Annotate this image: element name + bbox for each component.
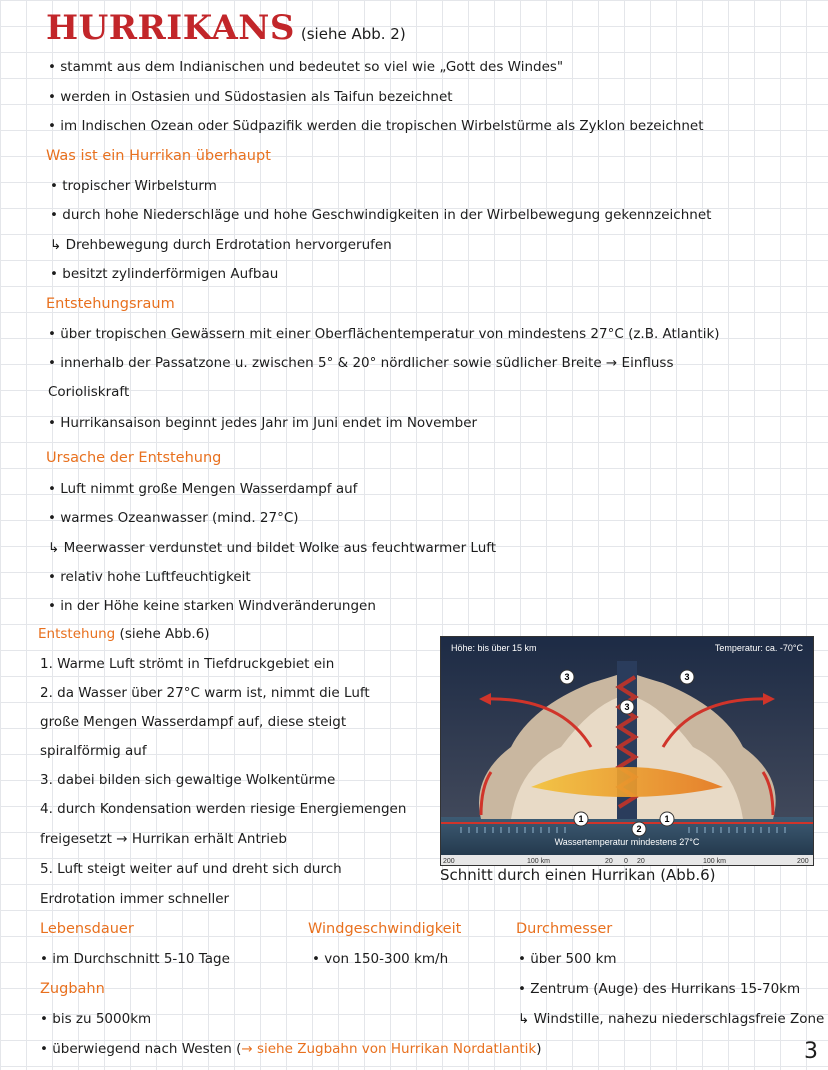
- was-ist-line: ↳ Drehbewegung durch Erdrotation hervorgerufen: [50, 237, 392, 253]
- raum-line: • über tropischen Gewässern mit einer Oberflächentemperatur von mindestens 27°C (z.B. Atlantik): [48, 326, 720, 342]
- entstehung-step: 1. Warme Luft strömt in Tiefdruckgebiet ein: [40, 656, 335, 672]
- scale-label: 20: [605, 858, 613, 865]
- zugbahn-last-suffix: ): [536, 1041, 542, 1057]
- title-ref: (siehe Abb. 2): [300, 25, 406, 43]
- raum-line: • innerhalb der Passatzone u. zwischen 5° & 20° nördlicher sowie südlicher Breite → Einfluss: [48, 355, 674, 371]
- entstehung-ref: (siehe Abb.6): [119, 626, 210, 642]
- height-label: Höhe: bis über 15 km: [451, 643, 537, 653]
- section-heading-zugbahn: Zugbahn: [40, 981, 105, 997]
- step-marker: 1: [578, 814, 584, 824]
- section-heading-wind: Windgeschwindigkeit: [308, 921, 462, 937]
- scale-label: 20: [637, 858, 645, 865]
- entstehung-step: Erdrotation immer schneller: [40, 891, 230, 907]
- entstehung-step: freigesetzt → Hurrikan erhält Antrieb: [40, 831, 287, 847]
- section-heading-entstehung: [38, 625, 210, 643]
- hurricane-diagram: [441, 637, 813, 865]
- step-marker: 3: [564, 672, 570, 682]
- intro-line: • werden in Ostasien und Südostasien als Taifun bezeichnet: [48, 89, 453, 105]
- raum-line: Corioliskraft: [48, 384, 130, 400]
- scale-label: 200: [797, 858, 809, 865]
- ursache-line: ↳ Meerwasser verdunstet und bildet Wolke aus feuchtwarmer Luft: [48, 540, 497, 556]
- ursache-line: • Luft nimmt große Mengen Wasserdampf auf: [48, 481, 358, 497]
- section-heading-durchmesser: Durchmesser: [516, 921, 613, 937]
- hurricane-cross-section-figure: [440, 636, 814, 866]
- scale-label: 0: [624, 858, 628, 865]
- figure-caption: Schnitt durch einen Hurrikan (Abb.6): [440, 866, 716, 884]
- entstehung-step: große Mengen Wasserdampf auf, diese steigt: [40, 714, 347, 730]
- durchmesser-line: • über 500 km: [518, 951, 617, 967]
- zugbahn-line: • bis zu 5000km: [40, 1011, 152, 1027]
- title-main: HURRIKANS: [46, 8, 295, 48]
- durchmesser-line: • Zentrum (Auge) des Hurrikans 15-70km: [518, 981, 801, 997]
- section-heading-was-ist: Was ist ein Hurrikan überhaupt: [46, 148, 271, 164]
- page-title: [46, 8, 406, 48]
- ursache-line: • relativ hohe Luftfeuchtigkeit: [48, 569, 251, 585]
- was-ist-line: • besitzt zylinderförmigen Aufbau: [50, 266, 279, 282]
- entstehung-step: 3. dabei bilden sich gewaltige Wolkentürme: [40, 772, 336, 788]
- step-marker: 2: [636, 824, 642, 834]
- ursache-line: • in der Höhe keine starken Windveränderungen: [48, 598, 376, 614]
- page-number: 3: [804, 1039, 818, 1064]
- section-heading-raum: Entstehungsraum: [46, 296, 175, 312]
- step-marker: 3: [624, 702, 630, 712]
- water-temp-label: Wassertemperatur mindestens 27°C: [554, 837, 700, 847]
- zugbahn-line: [40, 1040, 541, 1058]
- was-ist-line: • durch hohe Niederschläge und hohe Geschwindigkeiten in der Wirbelbewegung gekennzeichnet: [50, 207, 712, 223]
- scale-label: 200: [443, 858, 455, 865]
- entstehung-step: 4. durch Kondensation werden riesige Energiemengen: [40, 801, 407, 817]
- entstehung-step: 2. da Wasser über 27°C warm ist, nimmt die Luft: [40, 685, 370, 701]
- wind-line: • von 150-300 km/h: [312, 951, 449, 967]
- intro-line: • im Indischen Ozean oder Südpazifik werden die tropischen Wirbelstürme als Zyklon bezeichnet: [48, 118, 704, 134]
- section-heading-ursache: Ursache der Entstehung: [46, 450, 222, 466]
- scale-label: 100 km: [703, 858, 726, 865]
- entstehung-heading-text: Entstehung: [38, 626, 116, 642]
- ursache-line: • warmes Ozeanwasser (mind. 27°C): [48, 510, 299, 526]
- step-marker: 3: [684, 672, 690, 682]
- temperature-label: Temperatur: ca. -70°C: [714, 643, 803, 653]
- raum-line: • Hurrikansaison beginnt jedes Jahr im Juni endet im November: [48, 415, 478, 431]
- scale-label: 100 km: [527, 858, 550, 865]
- entstehung-step: spiralförmig auf: [40, 743, 147, 759]
- lebensdauer-line: • im Durchschnitt 5-10 Tage: [40, 951, 230, 967]
- step-marker: 1: [664, 814, 670, 824]
- zugbahn-reference-link: → siehe Zugbahn von Hurrikan Nordatlantik: [241, 1041, 537, 1057]
- was-ist-line: • tropischer Wirbelsturm: [50, 178, 217, 194]
- durchmesser-line: ↳ Windstille, nahezu niederschlagsfreie Zone: [518, 1011, 825, 1027]
- entstehung-step: 5. Luft steigt weiter auf und dreht sich durch: [40, 861, 342, 877]
- intro-line: • stammt aus dem Indianischen und bedeutet so viel wie „Gott des Windes": [48, 59, 564, 75]
- section-heading-lebensdauer: Lebensdauer: [40, 921, 134, 937]
- zugbahn-last-prefix: • überwiegend nach Westen (: [40, 1041, 242, 1057]
